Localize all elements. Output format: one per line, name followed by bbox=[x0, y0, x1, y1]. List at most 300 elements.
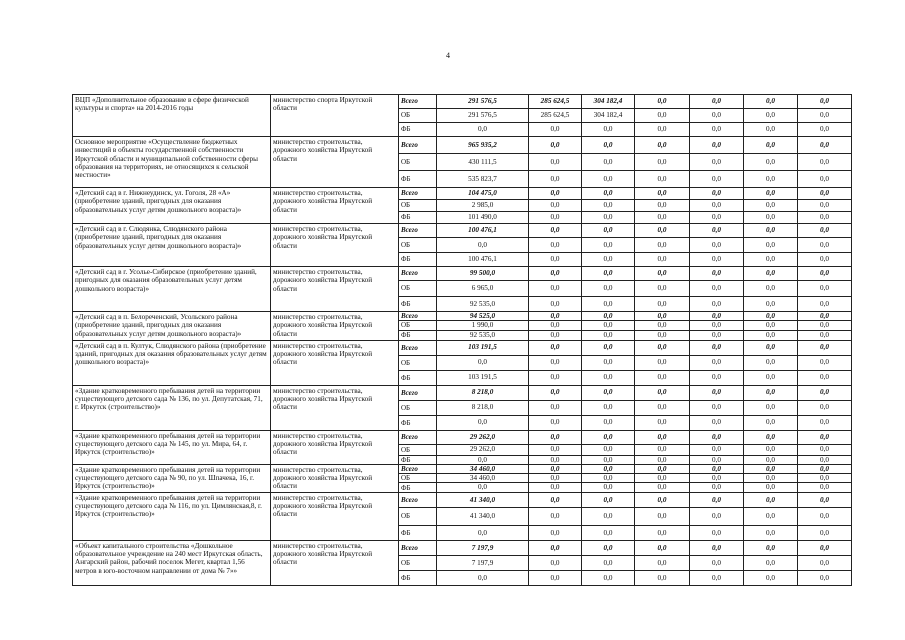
year-amount-cell: 0,0 bbox=[582, 455, 635, 464]
funding-source: Всего bbox=[399, 312, 437, 321]
year-amount-cell: 0,0 bbox=[798, 340, 852, 355]
year-amount-cell: 0,0 bbox=[690, 137, 744, 154]
total-amount-cell: 103 191,5 bbox=[437, 340, 529, 355]
responsible-executor: министерство спорта Иркутской области bbox=[271, 95, 399, 137]
year-amount-cell: 0,0 bbox=[744, 430, 798, 444]
year-amount-cell: 0,0 bbox=[635, 137, 690, 154]
year-amount-cell: 0,0 bbox=[744, 171, 798, 188]
responsible-executor: министерство строительства, дорожного хозяйства Иркутской области bbox=[271, 540, 399, 585]
year-amount-cell: 0,0 bbox=[690, 355, 744, 370]
activity-name: «Здание кратковременного пребывания детей на территории существующего детского сада № 90, по ул. Шпачека, 16, г. Иркутск (строительство)» bbox=[73, 464, 271, 492]
year-amount-cell: 0,0 bbox=[635, 355, 690, 370]
activity-name: «Детский сад в г. Слюдянка, Слюдянского района (приобретение зданий, пригодных для оказания образовательных услуг детям дошкольного возраста)» bbox=[73, 224, 271, 267]
year-amount-cell: 0,0 bbox=[690, 555, 744, 570]
year-amount-cell: 304 182,4 bbox=[582, 95, 635, 109]
year-amount-cell: 0,0 bbox=[690, 297, 744, 312]
year-amount-cell: 0,0 bbox=[798, 95, 852, 109]
funding-source: Всего bbox=[399, 137, 437, 154]
funding-source: ФБ bbox=[399, 253, 437, 267]
total-amount-cell: 8 218,0 bbox=[437, 385, 529, 400]
year-amount-cell: 0,0 bbox=[582, 137, 635, 154]
total-amount-cell: 8 218,0 bbox=[437, 400, 529, 415]
year-amount-cell: 0,0 bbox=[529, 137, 582, 154]
year-amount-cell: 0,0 bbox=[744, 385, 798, 400]
year-amount-cell: 0,0 bbox=[690, 188, 744, 200]
total-amount-cell: 100 476,1 bbox=[437, 253, 529, 267]
year-amount-cell: 0,0 bbox=[635, 474, 690, 483]
year-amount-cell: 0,0 bbox=[798, 455, 852, 464]
funding-source: ФБ bbox=[399, 525, 437, 540]
total-amount-cell: 100 476,1 bbox=[437, 224, 529, 238]
year-amount-cell: 0,0 bbox=[635, 200, 690, 212]
year-amount-cell: 0,0 bbox=[582, 281, 635, 297]
year-amount-cell: 0,0 bbox=[582, 492, 635, 507]
year-amount-cell: 0,0 bbox=[798, 109, 852, 123]
year-amount-cell: 0,0 bbox=[744, 123, 798, 137]
year-amount-cell: 0,0 bbox=[635, 224, 690, 238]
responsible-executor: министерство строительства, дорожного хозяйства Иркутской области bbox=[271, 385, 399, 430]
year-amount-cell: 0,0 bbox=[744, 212, 798, 224]
year-amount-cell: 0,0 bbox=[635, 430, 690, 444]
year-amount-cell: 0,0 bbox=[529, 154, 582, 171]
year-amount-cell: 0,0 bbox=[529, 415, 582, 430]
year-amount-cell: 0,0 bbox=[529, 555, 582, 570]
table-row bbox=[73, 492, 852, 507]
funding-source: ОБ bbox=[399, 281, 437, 297]
year-amount-cell: 0,0 bbox=[690, 464, 744, 473]
activity-name: ВЦП «Дополнительное образование в сфере физической культуры и спорта» на 2014-2016 годы bbox=[73, 95, 271, 137]
table-row bbox=[73, 385, 852, 400]
year-amount-cell: 0,0 bbox=[690, 455, 744, 464]
year-amount-cell: 0,0 bbox=[635, 281, 690, 297]
year-amount-cell: 0,0 bbox=[744, 224, 798, 238]
year-amount-cell: 0,0 bbox=[744, 340, 798, 355]
year-amount-cell: 0,0 bbox=[635, 385, 690, 400]
total-amount-cell: 99 500,0 bbox=[437, 267, 529, 281]
year-amount-cell: 0,0 bbox=[690, 238, 744, 253]
year-amount-cell: 0,0 bbox=[744, 297, 798, 312]
year-amount-cell: 0,0 bbox=[635, 555, 690, 570]
year-amount-cell: 0,0 bbox=[529, 188, 582, 200]
year-amount-cell: 0,0 bbox=[690, 474, 744, 483]
year-amount-cell: 0,0 bbox=[635, 340, 690, 355]
year-amount-cell: 0,0 bbox=[529, 200, 582, 212]
page-number: 4 bbox=[446, 51, 450, 60]
year-amount-cell: 0,0 bbox=[690, 385, 744, 400]
year-amount-cell: 0,0 bbox=[582, 370, 635, 385]
total-amount-cell: 0,0 bbox=[437, 355, 529, 370]
funding-source: ФБ bbox=[399, 297, 437, 312]
year-amount-cell: 0,0 bbox=[635, 321, 690, 330]
year-amount-cell: 0,0 bbox=[690, 212, 744, 224]
year-amount-cell: 0,0 bbox=[744, 474, 798, 483]
year-amount-cell: 0,0 bbox=[798, 385, 852, 400]
year-amount-cell: 0,0 bbox=[744, 137, 798, 154]
year-amount-cell: 0,0 bbox=[635, 444, 690, 455]
year-amount-cell: 0,0 bbox=[635, 464, 690, 473]
table-row bbox=[73, 95, 852, 109]
year-amount-cell: 0,0 bbox=[744, 188, 798, 200]
funding-source: ОБ bbox=[399, 555, 437, 570]
funding-source: ОБ bbox=[399, 474, 437, 483]
year-amount-cell: 0,0 bbox=[582, 355, 635, 370]
year-amount-cell: 0,0 bbox=[582, 555, 635, 570]
funding-source: Всего bbox=[399, 464, 437, 473]
year-amount-cell: 0,0 bbox=[690, 400, 744, 415]
year-amount-cell: 0,0 bbox=[582, 267, 635, 281]
year-amount-cell: 0,0 bbox=[744, 400, 798, 415]
responsible-executor: министерство строительства, дорожного хозяйства Иркутской области bbox=[271, 188, 399, 224]
year-amount-cell: 0,0 bbox=[744, 540, 798, 555]
responsible-executor: министерство строительства, дорожного хозяйства Иркутской области bbox=[271, 224, 399, 267]
year-amount-cell: 0,0 bbox=[744, 355, 798, 370]
year-amount-cell: 0,0 bbox=[582, 340, 635, 355]
year-amount-cell: 0,0 bbox=[635, 297, 690, 312]
year-amount-cell: 0,0 bbox=[582, 525, 635, 540]
funding-source: ОБ bbox=[399, 400, 437, 415]
year-amount-cell: 0,0 bbox=[635, 95, 690, 109]
total-amount-cell: 6 965,0 bbox=[437, 281, 529, 297]
year-amount-cell: 0,0 bbox=[529, 570, 582, 585]
total-amount-cell: 535 823,7 bbox=[437, 171, 529, 188]
year-amount-cell: 0,0 bbox=[582, 474, 635, 483]
funding-source: Всего bbox=[399, 95, 437, 109]
total-amount-cell: 41 340,0 bbox=[437, 507, 529, 525]
year-amount-cell: 0,0 bbox=[798, 464, 852, 473]
year-amount-cell: 0,0 bbox=[798, 400, 852, 415]
year-amount-cell: 0,0 bbox=[690, 483, 744, 492]
year-amount-cell: 0,0 bbox=[635, 455, 690, 464]
year-amount-cell: 0,0 bbox=[744, 281, 798, 297]
year-amount-cell: 0,0 bbox=[690, 123, 744, 137]
year-amount-cell: 0,0 bbox=[529, 238, 582, 253]
year-amount-cell: 0,0 bbox=[582, 212, 635, 224]
year-amount-cell: 0,0 bbox=[798, 238, 852, 253]
year-amount-cell: 0,0 bbox=[529, 464, 582, 473]
year-amount-cell: 0,0 bbox=[635, 525, 690, 540]
year-amount-cell: 0,0 bbox=[529, 171, 582, 188]
total-amount-cell: 2 985,0 bbox=[437, 200, 529, 212]
year-amount-cell: 0,0 bbox=[690, 444, 744, 455]
year-amount-cell: 0,0 bbox=[798, 253, 852, 267]
total-amount-cell: 0,0 bbox=[437, 570, 529, 585]
year-amount-cell: 0,0 bbox=[582, 321, 635, 330]
year-amount-cell: 0,0 bbox=[798, 188, 852, 200]
year-amount-cell: 0,0 bbox=[582, 464, 635, 473]
total-amount-cell: 92 535,0 bbox=[437, 297, 529, 312]
total-amount-cell: 29 262,0 bbox=[437, 430, 529, 444]
funding-source: ФБ bbox=[399, 171, 437, 188]
funding-source: ОБ bbox=[399, 109, 437, 123]
year-amount-cell: 0,0 bbox=[798, 474, 852, 483]
year-amount-cell: 0,0 bbox=[690, 200, 744, 212]
year-amount-cell: 0,0 bbox=[635, 483, 690, 492]
total-amount-cell: 92 535,0 bbox=[437, 330, 529, 340]
year-amount-cell: 0,0 bbox=[690, 370, 744, 385]
funding-source: ОБ bbox=[399, 507, 437, 525]
year-amount-cell: 0,0 bbox=[529, 321, 582, 330]
year-amount-cell: 0,0 bbox=[529, 430, 582, 444]
total-amount-cell: 103 191,5 bbox=[437, 370, 529, 385]
year-amount-cell: 0,0 bbox=[798, 137, 852, 154]
year-amount-cell: 0,0 bbox=[529, 212, 582, 224]
table-row bbox=[73, 188, 852, 200]
year-amount-cell: 0,0 bbox=[635, 109, 690, 123]
year-amount-cell: 0,0 bbox=[744, 444, 798, 455]
year-amount-cell: 304 182,4 bbox=[582, 109, 635, 123]
year-amount-cell: 0,0 bbox=[529, 281, 582, 297]
year-amount-cell: 0,0 bbox=[744, 330, 798, 340]
year-amount-cell: 0,0 bbox=[635, 312, 690, 321]
year-amount-cell: 0,0 bbox=[798, 507, 852, 525]
year-amount-cell: 0,0 bbox=[744, 483, 798, 492]
funding-source: ФБ bbox=[399, 123, 437, 137]
year-amount-cell: 0,0 bbox=[529, 400, 582, 415]
year-amount-cell: 285 624,5 bbox=[529, 109, 582, 123]
year-amount-cell: 0,0 bbox=[744, 555, 798, 570]
year-amount-cell: 0,0 bbox=[582, 507, 635, 525]
year-amount-cell: 0,0 bbox=[798, 312, 852, 321]
funding-source: Всего bbox=[399, 430, 437, 444]
year-amount-cell: 0,0 bbox=[744, 415, 798, 430]
year-amount-cell: 0,0 bbox=[582, 123, 635, 137]
year-amount-cell: 0,0 bbox=[635, 154, 690, 171]
year-amount-cell: 0,0 bbox=[529, 123, 582, 137]
responsible-executor: министерство строительства, дорожного хозяйства Иркутской области bbox=[271, 340, 399, 385]
funding-source: ФБ bbox=[399, 370, 437, 385]
activity-name: Основное мероприятие «Осуществление бюджетных инвестиций в объекты государственной собственности Иркутской области и муниципальной собственности сферы образования на территориях, не относящихся к сельской местности» bbox=[73, 137, 271, 188]
activity-name: «Детский сад в г. Усолье-Сибирское (приобретение зданий, пригодных для оказания образовательных услуг детям дошкольного возраста)» bbox=[73, 267, 271, 312]
year-amount-cell: 0,0 bbox=[744, 507, 798, 525]
year-amount-cell: 0,0 bbox=[798, 355, 852, 370]
activity-name: «Здание кратковременного пребывания детей на территории существующего детского сада № 136, по ул. Депутатская, 71, г. Иркутск (строительство)» bbox=[73, 385, 271, 430]
year-amount-cell: 0,0 bbox=[635, 540, 690, 555]
funding-source: ФБ bbox=[399, 415, 437, 430]
activity-name: «Детский сад в п. Култук, Слюдянского района (приобретение зданий, пригодных для оказания образовательных услуг детям дошкольного возраста)» bbox=[73, 340, 271, 385]
table-row bbox=[73, 224, 852, 238]
year-amount-cell: 0,0 bbox=[529, 224, 582, 238]
year-amount-cell: 0,0 bbox=[529, 540, 582, 555]
table-row bbox=[73, 540, 852, 555]
year-amount-cell: 0,0 bbox=[690, 224, 744, 238]
year-amount-cell: 0,0 bbox=[798, 171, 852, 188]
year-amount-cell: 0,0 bbox=[690, 154, 744, 171]
year-amount-cell: 0,0 bbox=[798, 321, 852, 330]
year-amount-cell: 0,0 bbox=[798, 415, 852, 430]
year-amount-cell: 0,0 bbox=[744, 238, 798, 253]
year-amount-cell: 0,0 bbox=[582, 444, 635, 455]
year-amount-cell: 0,0 bbox=[529, 340, 582, 355]
year-amount-cell: 0,0 bbox=[582, 415, 635, 430]
year-amount-cell: 0,0 bbox=[690, 540, 744, 555]
year-amount-cell: 0,0 bbox=[798, 483, 852, 492]
year-amount-cell: 0,0 bbox=[529, 507, 582, 525]
year-amount-cell: 0,0 bbox=[635, 267, 690, 281]
year-amount-cell: 0,0 bbox=[690, 109, 744, 123]
year-amount-cell: 0,0 bbox=[529, 385, 582, 400]
total-amount-cell: 0,0 bbox=[437, 415, 529, 430]
year-amount-cell: 0,0 bbox=[635, 507, 690, 525]
year-amount-cell: 0,0 bbox=[690, 321, 744, 330]
year-amount-cell: 0,0 bbox=[582, 171, 635, 188]
year-amount-cell: 0,0 bbox=[744, 267, 798, 281]
year-amount-cell: 0,0 bbox=[529, 444, 582, 455]
total-amount-cell: 101 490,0 bbox=[437, 212, 529, 224]
year-amount-cell: 0,0 bbox=[529, 474, 582, 483]
year-amount-cell: 0,0 bbox=[582, 330, 635, 340]
year-amount-cell: 0,0 bbox=[529, 370, 582, 385]
year-amount-cell: 0,0 bbox=[582, 483, 635, 492]
responsible-executor: министерство строительства, дорожного хозяйства Иркутской области bbox=[271, 267, 399, 312]
activity-name: «Детский сад в п. Белореченский, Усольского района (приобретение зданий, пригодных для оказания образовательных услуг детям дошкольного возраста)» bbox=[73, 312, 271, 341]
year-amount-cell: 0,0 bbox=[582, 312, 635, 321]
total-amount-cell: 1 990,0 bbox=[437, 321, 529, 330]
year-amount-cell: 0,0 bbox=[690, 507, 744, 525]
responsible-executor: министерство строительства, дорожного хозяйства Иркутской области bbox=[271, 492, 399, 540]
year-amount-cell: 0,0 bbox=[744, 312, 798, 321]
year-amount-cell: 0,0 bbox=[744, 370, 798, 385]
year-amount-cell: 0,0 bbox=[529, 355, 582, 370]
table-row bbox=[73, 340, 852, 355]
year-amount-cell: 0,0 bbox=[635, 570, 690, 585]
year-amount-cell: 0,0 bbox=[744, 570, 798, 585]
year-amount-cell: 0,0 bbox=[798, 297, 852, 312]
year-amount-cell: 0,0 bbox=[798, 370, 852, 385]
funding-source: ОБ bbox=[399, 444, 437, 455]
funding-source: Всего bbox=[399, 188, 437, 200]
funding-source: ФБ bbox=[399, 483, 437, 492]
funding-source: Всего bbox=[399, 385, 437, 400]
year-amount-cell: 0,0 bbox=[582, 253, 635, 267]
year-amount-cell: 0,0 bbox=[744, 464, 798, 473]
year-amount-cell: 0,0 bbox=[690, 330, 744, 340]
funding-source: ФБ bbox=[399, 455, 437, 464]
activity-name: «Здание кратковременного пребывания детей на территории существующего детского сада № 116, по ул. Цимлянская,8, г. Иркутск (строительство)» bbox=[73, 492, 271, 540]
funding-source: ФБ bbox=[399, 212, 437, 224]
year-amount-cell: 0,0 bbox=[798, 430, 852, 444]
year-amount-cell: 0,0 bbox=[744, 253, 798, 267]
year-amount-cell: 0,0 bbox=[635, 370, 690, 385]
year-amount-cell: 0,0 bbox=[690, 570, 744, 585]
year-amount-cell: 0,0 bbox=[582, 570, 635, 585]
year-amount-cell: 0,0 bbox=[798, 570, 852, 585]
year-amount-cell: 0,0 bbox=[635, 415, 690, 430]
year-amount-cell: 0,0 bbox=[798, 525, 852, 540]
activity-name: «Здание кратковременного пребывания детей на территории существующего детского сада № 145, по ул. Мира, 64, г. Иркутск (строительство)» bbox=[73, 430, 271, 464]
year-amount-cell: 0,0 bbox=[582, 400, 635, 415]
year-amount-cell: 0,0 bbox=[635, 188, 690, 200]
activity-name: «Детский сад в г. Нижнеудинск, ул. Гоголя, 28 «А» (приобретение зданий, пригодных для оказания образовательных услуг детям дошкольного возраста)» bbox=[73, 188, 271, 224]
year-amount-cell: 0,0 bbox=[635, 171, 690, 188]
funding-source: Всего bbox=[399, 492, 437, 507]
responsible-executor: министерство строительства, дорожного хозяйства Иркутской области bbox=[271, 312, 399, 341]
table-row bbox=[73, 430, 852, 444]
year-amount-cell: 0,0 bbox=[690, 340, 744, 355]
year-amount-cell: 0,0 bbox=[529, 253, 582, 267]
year-amount-cell: 0,0 bbox=[744, 109, 798, 123]
year-amount-cell: 0,0 bbox=[529, 312, 582, 321]
year-amount-cell: 0,0 bbox=[582, 385, 635, 400]
year-amount-cell: 0,0 bbox=[635, 253, 690, 267]
total-amount-cell: 291 576,5 bbox=[437, 95, 529, 109]
total-amount-cell: 34 460,0 bbox=[437, 474, 529, 483]
total-amount-cell: 7 197,9 bbox=[437, 540, 529, 555]
total-amount-cell: 7 197,9 bbox=[437, 555, 529, 570]
total-amount-cell: 0,0 bbox=[437, 455, 529, 464]
year-amount-cell: 0,0 bbox=[582, 154, 635, 171]
year-amount-cell: 0,0 bbox=[690, 253, 744, 267]
year-amount-cell: 0,0 bbox=[582, 540, 635, 555]
total-amount-cell: 41 340,0 bbox=[437, 492, 529, 507]
year-amount-cell: 0,0 bbox=[690, 312, 744, 321]
year-amount-cell: 0,0 bbox=[744, 525, 798, 540]
total-amount-cell: 0,0 bbox=[437, 123, 529, 137]
year-amount-cell: 0,0 bbox=[798, 281, 852, 297]
total-amount-cell: 34 460,0 bbox=[437, 464, 529, 473]
total-amount-cell: 29 262,0 bbox=[437, 444, 529, 455]
year-amount-cell: 285 624,5 bbox=[529, 95, 582, 109]
year-amount-cell: 0,0 bbox=[744, 95, 798, 109]
year-amount-cell: 0,0 bbox=[798, 154, 852, 171]
responsible-executor: министерство строительства, дорожного хозяйства Иркутской области bbox=[271, 430, 399, 464]
funding-source: ОБ bbox=[399, 238, 437, 253]
year-amount-cell: 0,0 bbox=[635, 400, 690, 415]
year-amount-cell: 0,0 bbox=[690, 281, 744, 297]
year-amount-cell: 0,0 bbox=[798, 123, 852, 137]
funding-source: Всего bbox=[399, 267, 437, 281]
year-amount-cell: 0,0 bbox=[582, 224, 635, 238]
table-row bbox=[73, 464, 852, 473]
table-row bbox=[73, 312, 852, 321]
funding-source: ОБ bbox=[399, 200, 437, 212]
total-amount-cell: 0,0 bbox=[437, 483, 529, 492]
responsible-executor: министерство строительства, дорожного хозяйства Иркутской области bbox=[271, 464, 399, 492]
funding-source: ОБ bbox=[399, 154, 437, 171]
activity-name: «Объект капитального строительства «Дошкольное образовательное учреждение на 240 мест Иркутская область, Ангарский район, рабочий поселок Мегет, квартал 1,56 метров в юго-восточном направлении от дома № 7»» bbox=[73, 540, 271, 585]
year-amount-cell: 0,0 bbox=[744, 455, 798, 464]
table-row bbox=[73, 137, 852, 154]
total-amount-cell: 430 111,5 bbox=[437, 154, 529, 171]
year-amount-cell: 0,0 bbox=[798, 444, 852, 455]
year-amount-cell: 0,0 bbox=[529, 455, 582, 464]
funding-source: ФБ bbox=[399, 330, 437, 340]
year-amount-cell: 0,0 bbox=[798, 492, 852, 507]
year-amount-cell: 0,0 bbox=[582, 200, 635, 212]
year-amount-cell: 0,0 bbox=[690, 492, 744, 507]
year-amount-cell: 0,0 bbox=[744, 321, 798, 330]
year-amount-cell: 0,0 bbox=[635, 492, 690, 507]
funding-source: Всего bbox=[399, 540, 437, 555]
year-amount-cell: 0,0 bbox=[635, 123, 690, 137]
year-amount-cell: 0,0 bbox=[529, 525, 582, 540]
funding-source: ОБ bbox=[399, 321, 437, 330]
year-amount-cell: 0,0 bbox=[582, 297, 635, 312]
total-amount-cell: 291 576,5 bbox=[437, 109, 529, 123]
total-amount-cell: 965 935,2 bbox=[437, 137, 529, 154]
total-amount-cell: 104 475,0 bbox=[437, 188, 529, 200]
year-amount-cell: 0,0 bbox=[744, 154, 798, 171]
year-amount-cell: 0,0 bbox=[690, 171, 744, 188]
year-amount-cell: 0,0 bbox=[529, 483, 582, 492]
year-amount-cell: 0,0 bbox=[690, 267, 744, 281]
year-amount-cell: 0,0 bbox=[798, 224, 852, 238]
total-amount-cell: 94 525,0 bbox=[437, 312, 529, 321]
total-amount-cell: 0,0 bbox=[437, 525, 529, 540]
year-amount-cell: 0,0 bbox=[798, 212, 852, 224]
year-amount-cell: 0,0 bbox=[798, 555, 852, 570]
responsible-executor: министерство строительства, дорожного хозяйства Иркутской области bbox=[271, 137, 399, 188]
year-amount-cell: 0,0 bbox=[529, 267, 582, 281]
